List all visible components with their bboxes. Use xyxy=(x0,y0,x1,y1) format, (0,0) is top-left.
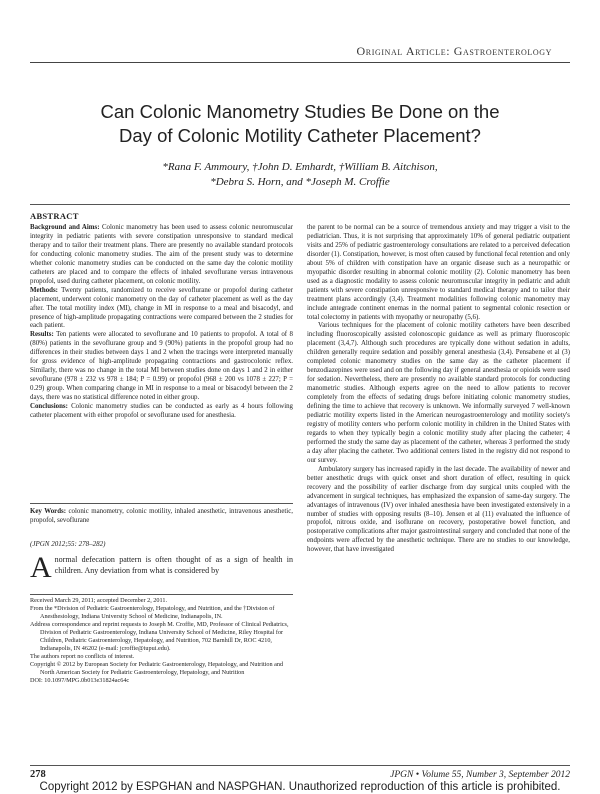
abstract-heading: ABSTRACT xyxy=(30,211,79,221)
footer-rule xyxy=(30,765,570,766)
footnote-affiliations: From the *Division of Pediatric Gastroenterology, Hepatology, and Nutrition, and the †Division of Anesthesiology, Indiana University School of Medicine, Indianapolis, IN. xyxy=(30,605,275,620)
body-right-column xyxy=(307,224,570,555)
abstract-conclusions xyxy=(30,403,293,421)
footnote-address: Address correspondence and reprint requests to Joseph M. Croffie, MD, Professor of Clinical Pediatrics, Division of Pediatric Gastroenterology, Indiana University School of Medicine, Riley Hospital for Children, Pediatric Gastroenterology, Hepatology, and Nutrition, 702 Barnhill Dr, ROC 4210, Indianapolis, IN 46202 (e-mail: jcroffie@iupui.edu). xyxy=(30,621,289,652)
keywords-text: colonic manometry, colonic motility, inhaled anesthetic, intravenous anesthetic, propofol, sevoflurane xyxy=(30,508,293,524)
header-rule xyxy=(30,62,570,63)
intro-paragraph xyxy=(30,551,293,584)
journal-citation: (JPGN 2012;55: 278–282) xyxy=(30,540,106,548)
body-paragraph: Ambulatory surgery has increased rapidly in the last decade. The availability of newer and better anesthetic drugs with quick onset and short duration of effect, resulting in quick recovery and the possibility of earlier discharge from day surgical units coupled with the advancement in surgical techniques, has emphasized the expansion of same-day surgery. The advantages of intravenous (IV) over inhaled anesthesia have been investigated extensively in a number of studies with opposing results (8–10). Jensen et al (11) evaluated the influence of propofol, nitrous oxide, and isoflurane on recovery, postoperative bowel function, and postoperative complications after major gastrointestinal surgery and concluded that none of the endpoints were affected by the anesthetic technique. There are no studies to our knowledge, however, that have investigated xyxy=(307,465,570,554)
footnote-doi: DOI: 10.1097/MPG.0b013e31824ac64c xyxy=(30,677,130,684)
footnotes xyxy=(30,597,293,685)
conclusions-label: Conclusions: xyxy=(30,403,68,411)
footnote-copyright: Copyright © 2012 by European Society for Pediatric Gastroenterology, Hepatology, and Nutrition and North American Society for Pediatric Gastroenterology, Hepatology, and Nutrition xyxy=(30,661,284,676)
drop-cap: A xyxy=(30,551,52,584)
page-number: 278 xyxy=(30,769,46,780)
keywords-rule xyxy=(30,503,293,504)
keywords-label: Key Words: xyxy=(30,508,67,515)
body-paragraph: the parent to be normal can be a source of tremendous anxiety and may trigger a visit to the pediatrician. Thus, it is not surprising that approximately 10% of general pediatric outpatient visits and 25% of pediatric gastroenterology consultations are related to a perceived defecation disorder (1). Constipation, however, is most often caused by functional fecal retention and only about 5% of children with constipation have an organic disease such as a neuropathic or myopathic disorder resulting in abnormal colonic motility (2). Colonic manometry has been used as a diagnostic modality to assess colonic neuromuscular integrity in pediatric and adult patients with severe constipation unresponsive to standard medical therapy and to tailor their treatment plans accordingly (3,4). Treatment modalities following colonic manometry may include antegrade continent enemas in the normal patient to segmental colonic resection or total colectomy in patients with myopathy or neuropathy (5,6). xyxy=(307,224,570,321)
body-paragraph: Various techniques for the placement of colonic motility catheters have been described including fluoroscopically assisted colonoscopic guidance as well as primary fluoroscopic placement (3,4,7). Although such procedures are typically done without sedation in adults, children generally require sedation and possibly general anesthesia (3,4). Pensabene et al (3) completed colonic manometry studies on the same day as the catheter placement if benzodiazepines were used and on the following day if general anesthesia or opioids were used for sedation. Nevertheless, there are presently no available standard protocols for conducting manometric studies. Although experts agree on the need to allow patients to recover completely from the effects of sedating drugs before initiating colonic manometry studies, defining the time to achieve that recovery is unknown. We informally surveyed 7 well-known pediatric motility experts listed in the American neurogastroenterology and motility society's registry of motility centers who perform colonic motility in children in the United States with regards to when they typically begin a colonic motility study after placing the catheter; 4 performed the study the same day as placement of the catheter, whereas 3 performed the study a day after placing the catheter. Two additional centers listed in the registry did not respond to our survey. xyxy=(307,322,570,464)
authors-line-2: *Debra S. Horn, and *Joseph M. Croffie xyxy=(210,176,390,188)
abstract-background xyxy=(30,224,293,287)
abstract-body xyxy=(30,224,293,421)
footnote-received: Received March 29, 2011; accepted December 2, 2011. xyxy=(30,597,167,604)
results-text: Ten patients were allocated to sevoflurane and 10 patients to propofol. A total of 8 (80%) patients in the sevoflurane group and 9 (90%) patients in the propofol group had no differences in their studies between days 1 and 2 when the tracings were interpreted manually for gross evidence of high-amplitude propagating contractions and gastrocolonic reflex. Similarly, there was no change in the total MI between studies done on days 1 and 2 in either sevoflurane (978 ± 232 vs 978 ± 184; P = 0.99) or propofol (968 ± 200 vs 1078 ± 227; P = 0.29) group. When comparing change in MI in response to a meal or bisacodyl between the 2 days, there was no statistical difference noted in either group. xyxy=(30,331,293,402)
results-label: Results: xyxy=(30,331,54,339)
methods-label: Methods: xyxy=(30,286,58,294)
title-line-2: Day of Colonic Motility Catheter Placement? xyxy=(119,125,481,146)
footer-journal-info: JPGN • Volume 55, Number 3, September 2012 xyxy=(390,770,570,780)
footnote-rule xyxy=(30,594,293,595)
background-text: Colonic manometry has been used to assess colonic neuromuscular integrity in pediatric patients with severe constipation unresponsive to standard medical therapy and to tailor their treatment plans. There are presently no available standard protocols for conducting colonic manometry studies. The aim of the present study was to determine whether colonic manometry studies can be conducted on the same day the colonic motility catheters are placed and to compare the effects of inhaled sevoflurane versus intravenous propofol, used during catheter placement, on colonic motility. xyxy=(30,224,293,285)
article-title xyxy=(40,100,560,148)
title-line-1: Can Colonic Manometry Studies Be Done on the xyxy=(100,101,500,122)
keywords xyxy=(30,508,293,526)
author-list xyxy=(60,160,540,190)
authors-line-1: *Rana F. Ammoury, †John D. Emhardt, †William B. Aitchison, xyxy=(162,161,438,173)
section-header: Original Article: Gastroenterology xyxy=(356,44,552,58)
background-label: Background and Aims: xyxy=(30,224,100,231)
abstract-results xyxy=(30,331,293,403)
footnote-conflicts: The authors report no conflicts of interest. xyxy=(30,653,135,660)
methods-text: Twenty patients, randomized to receive sevoflurane or propofol during catheter placement, underwent colonic manometry on the day of catheter placement as well as the day after. The total motility index (MI), change in MI in response to a meal and bisacodyl, and presence of high-amplitude propagating contractions were compared between the 2 studies for each patient. xyxy=(30,286,293,330)
abstract-methods xyxy=(30,287,293,332)
copyright-banner: Copyright 2012 by ESPGHAN and NASPGHAN. Unauthorized reproduction of this article is prohibited. xyxy=(39,781,561,793)
intro-text: normal defecation pattern is often thought of as a sign of health in children. Any deviation from what is considered by xyxy=(54,555,293,575)
conclusions-text: Colonic manometry studies can be conducted as early as 4 hours following catheter placement with either propofol or sevoflurane used for anesthesia. xyxy=(30,403,293,420)
abstract-rule-top xyxy=(30,204,570,205)
